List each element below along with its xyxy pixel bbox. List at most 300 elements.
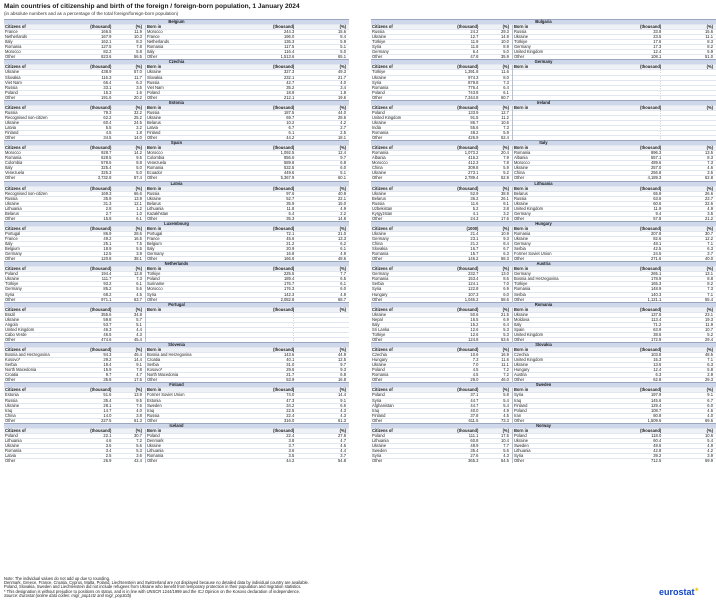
table-cell: 21.4 xyxy=(447,231,482,236)
table-cell: 86.9 xyxy=(80,231,115,236)
table-cell: 8.1 xyxy=(481,201,512,206)
table-cell: Belgium xyxy=(145,242,231,247)
table-cell: Syria xyxy=(371,287,447,292)
table-cell: 66.6 xyxy=(114,191,145,196)
column-header: (%) xyxy=(664,25,716,30)
table-cell: 46.3 xyxy=(80,327,115,332)
table-cell: Türkiye xyxy=(371,332,447,337)
table-cell: 62.2 xyxy=(80,115,115,120)
table-cell: 57.0 xyxy=(114,70,145,75)
table-cell: 7.0 xyxy=(447,363,482,368)
table-cell: Sweden xyxy=(145,403,231,408)
table-cell: Russia xyxy=(4,398,80,403)
table-cell: 57.8 xyxy=(599,216,665,221)
table-cell: 7.2 xyxy=(114,438,145,443)
table-cell: Other xyxy=(371,55,447,60)
table-cell: Russia xyxy=(371,201,447,206)
column-header: Citizens of xyxy=(4,267,80,272)
table-cell: 48.2 xyxy=(447,131,482,136)
table-cell: Lithuania xyxy=(4,206,80,211)
column-header: (%) xyxy=(297,307,349,312)
table-cell: Other xyxy=(4,95,80,100)
table-cell: 2.9 xyxy=(664,373,716,378)
table-cell: 16.9 xyxy=(481,353,512,358)
table-cell: 325.3 xyxy=(80,171,115,176)
table-cell: Other xyxy=(371,136,447,141)
table-cell: 3.8 xyxy=(481,206,512,211)
table-cell: 63.6 xyxy=(599,196,665,201)
table-cell: 227.5 xyxy=(80,418,115,423)
table-cell: 7.8 xyxy=(114,45,145,50)
table-cell: 309.8 xyxy=(447,166,482,171)
table-cell: 111.1 xyxy=(447,433,482,438)
table-cell: 5.8 xyxy=(664,368,716,373)
table-cell: 12.2 xyxy=(664,237,716,242)
table-cell: 38.6 xyxy=(599,332,665,337)
table-cell: Morocco xyxy=(145,151,231,156)
table-cell: 60.8 xyxy=(447,438,482,443)
table-cell: 4.2 xyxy=(297,120,349,125)
table-cell: 7.8 xyxy=(481,161,512,166)
table-cell: 5.4 xyxy=(232,211,298,216)
table-cell: 4.5 xyxy=(114,292,145,297)
table-cell: 12.4 xyxy=(599,368,665,373)
table-cell: 27.8 xyxy=(297,433,349,438)
table-cell: 35.9 xyxy=(80,196,115,201)
table-cell: 7.1 xyxy=(664,358,716,363)
table-cell: Lithuania xyxy=(512,448,598,453)
table-cell: Syria xyxy=(512,454,598,459)
table-cell: 3.9 xyxy=(664,454,716,459)
table-cell: 36.2 xyxy=(447,196,482,201)
table-cell: 6.6 xyxy=(297,403,349,408)
table-cell: Other xyxy=(145,257,231,262)
table-cell: 5.1 xyxy=(297,45,349,50)
table-cell: Russia xyxy=(145,413,231,418)
column-header: (%) xyxy=(114,105,145,110)
table-cell: 142.3 xyxy=(232,292,298,297)
table-cell: 9.3 xyxy=(481,237,512,242)
table-cell: 60.7 xyxy=(481,95,512,100)
table-cell: 50.6 xyxy=(447,312,482,317)
column-header: Born in xyxy=(512,186,598,191)
column-header: (thousand) xyxy=(447,388,482,393)
column-header: (%) xyxy=(297,428,349,433)
table-cell: 18.9 xyxy=(232,90,298,95)
column-header: (%) xyxy=(481,428,512,433)
table-cell: Colombia xyxy=(4,161,80,166)
table-cell: 21.2 xyxy=(232,242,298,247)
table-cell: 4.3 xyxy=(481,454,512,459)
table-cell: 1,073.2 xyxy=(447,151,482,156)
table-cell: 4,189.3 xyxy=(599,176,665,181)
table-cell: 7.3 xyxy=(481,125,512,130)
table-cell: 5.2 xyxy=(481,171,512,176)
table-cell: 22.1 xyxy=(297,196,349,201)
table-cell: Other xyxy=(512,216,598,221)
table-cell: 11.9 xyxy=(664,322,716,327)
table-cell: Germany xyxy=(512,242,598,247)
table-cell: 27.6 xyxy=(447,454,482,459)
table-cell: 93.2 xyxy=(80,282,115,287)
table-cell: Syria xyxy=(512,393,598,398)
table-cell: United Kingdom xyxy=(512,332,598,337)
table-cell: 24.3 xyxy=(447,216,482,221)
table-cell: Other xyxy=(371,257,447,262)
table-cell: 10.9 xyxy=(481,231,512,236)
table-cell: Sri Lanka xyxy=(371,327,447,332)
table-cell: Romania xyxy=(145,45,231,50)
column-header: Citizens of xyxy=(371,65,447,70)
table-cell: 146.2 xyxy=(447,257,482,262)
table-cell: 3.6 xyxy=(232,448,298,453)
column-header: Born in xyxy=(145,307,231,312)
table-cell: Morocco xyxy=(4,151,80,156)
table-cell: 10.3 xyxy=(114,35,145,40)
table-cell: Bosnia and Herzegovina xyxy=(145,353,231,358)
column-header: (thousand) xyxy=(599,146,665,151)
table-cell: 24.5 xyxy=(114,120,145,125)
column-header: (thousand) xyxy=(80,428,115,433)
table-cell: Poland xyxy=(512,408,598,413)
table-cell: 40.0 xyxy=(664,257,716,262)
table-cell: Afghanistan xyxy=(371,403,447,408)
table-cell: Germany xyxy=(145,252,231,257)
column-header: Born in xyxy=(145,25,231,30)
table-cell: 23.1 xyxy=(447,237,482,242)
table-cell: Other xyxy=(512,257,598,262)
table-cell: Ukraine xyxy=(512,363,598,368)
table-cell: Poland xyxy=(4,272,80,277)
table-cell: 5.9 xyxy=(481,131,512,136)
column-header: (thousand) xyxy=(599,25,665,30)
table-cell: Latvia xyxy=(4,125,80,130)
table-cell: 6.7 xyxy=(232,125,298,130)
table-cell: 31.0 xyxy=(232,363,298,368)
table-cell: 18.4 xyxy=(80,363,115,368)
table-cell: Poland xyxy=(371,90,447,95)
table-cell: Romania xyxy=(4,448,80,453)
table-cell: 15.7 xyxy=(447,252,482,257)
table-cell: 7,344.8 xyxy=(447,95,482,100)
table-cell: Ukraine xyxy=(512,201,598,206)
table-cell: (thousand) xyxy=(599,226,665,231)
table-cell: Denmark xyxy=(145,438,231,443)
table-cell: 6.3 xyxy=(114,80,145,85)
table-cell: 232.7 xyxy=(447,272,482,277)
table-cell: Morocco xyxy=(145,287,231,292)
table-cell: 426.9 xyxy=(447,136,482,141)
table-cell: 22.4 xyxy=(232,413,298,418)
table-cell: 6.9 xyxy=(481,317,512,322)
table-cell: 5.3 xyxy=(481,332,512,337)
table-cell: 4.9 xyxy=(297,292,349,297)
table-cell: 14.0 xyxy=(114,136,145,141)
table-cell: 24.5 xyxy=(599,252,665,257)
table-cell: 4.3 xyxy=(297,413,349,418)
table-cell: 51.0 xyxy=(664,55,716,60)
table-cell: Hungary xyxy=(512,368,598,373)
table-cell: China xyxy=(371,166,447,171)
country-name: Finland xyxy=(4,383,349,388)
table-cell: 2.5 xyxy=(80,454,115,459)
country-table xyxy=(371,19,716,463)
table-cell: Kazakhstan xyxy=(145,211,231,216)
table-cell: 11.6 xyxy=(481,70,512,75)
table-cell: 194.4 xyxy=(80,272,115,277)
table-cell: 9.3 xyxy=(297,368,349,373)
table-cell: 29.3 xyxy=(481,30,512,35)
country-table xyxy=(4,19,349,463)
table-cell: 26.6 xyxy=(664,191,716,196)
table-cell: Other xyxy=(371,337,447,342)
column-header: (%) xyxy=(114,186,145,191)
table-cell: : xyxy=(232,317,298,322)
table-cell: 5.6 xyxy=(114,443,145,448)
table-cell: Iran xyxy=(512,413,598,418)
table-cell: 12.7 xyxy=(481,110,512,115)
table-cell: 39.2 xyxy=(599,454,665,459)
table-cell: 6.8 xyxy=(297,373,349,378)
table-cell: 557.1 xyxy=(599,156,665,161)
table-cell: France xyxy=(4,30,80,35)
right-column xyxy=(371,19,716,463)
table-cell: 34.5 xyxy=(80,136,115,141)
table-cell: Other xyxy=(4,378,80,383)
star-icon: ★ xyxy=(694,587,699,593)
table-cell: 52.9 xyxy=(481,176,512,181)
table-cell: 2.5 xyxy=(297,131,349,136)
table-cell: United Kingdom xyxy=(512,50,598,55)
table-cell: Italy xyxy=(4,40,80,45)
table-cell: Other xyxy=(512,55,598,60)
table-cell: 48.1 xyxy=(599,242,665,247)
table-cell: Finland xyxy=(145,131,231,136)
table-cell: 14.2 xyxy=(114,151,145,156)
table-cell: 20.9 xyxy=(232,247,298,252)
table-cell: 971.1 xyxy=(80,297,115,302)
table-cell: 6.0 xyxy=(297,287,349,292)
column-header: Citizens of xyxy=(4,226,80,231)
table-cell: Other xyxy=(512,418,598,423)
column-header: Born in xyxy=(512,146,598,151)
table-cell: Other xyxy=(4,176,80,181)
note-line: Note: The individual values do not add up due to rounding. xyxy=(4,576,110,581)
table-cell: 46.0 xyxy=(481,378,512,383)
table-cell: Other xyxy=(145,459,231,464)
table-cell: 11.2 xyxy=(481,115,512,120)
table-cell: 327.3 xyxy=(232,70,298,75)
table-cell: 7.7 xyxy=(297,272,349,277)
column-header: Citizens of xyxy=(4,428,80,433)
table-cell: 4.5 xyxy=(447,368,482,373)
table-cell: Belgium xyxy=(4,247,80,252)
table-cell: : xyxy=(232,312,298,317)
column-header: Born in xyxy=(145,105,231,110)
table-cell: 4.5 xyxy=(80,131,115,136)
column-header: (%) xyxy=(114,226,145,231)
table-cell: Hungary xyxy=(371,358,447,363)
column-header: Citizens of xyxy=(371,105,447,110)
table-cell: Ukraine xyxy=(371,443,447,448)
table-cell: Other xyxy=(145,95,231,100)
table-cell: 14.0 xyxy=(80,413,115,418)
column-header: (%) xyxy=(114,267,145,272)
table-cell: Other xyxy=(145,378,231,383)
table-cell: 48.5 xyxy=(664,353,716,358)
table-cell: 6.3 xyxy=(664,363,716,368)
table-cell: 44.0 xyxy=(297,110,349,115)
table-cell: France xyxy=(4,237,80,242)
table-cell: 438.9 xyxy=(80,70,115,75)
table-cell: Romania xyxy=(371,373,447,378)
table-cell: : xyxy=(599,125,665,130)
table-cell: 18.1 xyxy=(297,136,349,141)
column-header: Born in xyxy=(512,388,598,393)
table-cell: Serbia xyxy=(145,363,231,368)
table-cell: Latvia xyxy=(145,125,231,130)
table-cell: Syria xyxy=(371,398,447,403)
table-cell: 44.2 xyxy=(232,136,298,141)
table-cell: 271.6 xyxy=(599,257,665,262)
table-cell: 80.8 xyxy=(599,413,665,418)
column-header: (%) xyxy=(297,388,349,393)
table-cell: Portugal xyxy=(4,231,80,236)
table-cell: 52.4 xyxy=(481,136,512,141)
column-header: (%) xyxy=(114,428,145,433)
column-header: Born in xyxy=(512,428,598,433)
column-header: Citizens of xyxy=(4,307,80,312)
table-cell: 12.5 xyxy=(297,358,349,363)
table-cell: Other xyxy=(4,297,80,302)
table-cell: Lithuania xyxy=(145,206,231,211)
column-header: (thousand) xyxy=(232,428,298,433)
table-cell: 54.8 xyxy=(297,459,349,464)
table-cell: 140.3 xyxy=(599,292,665,297)
footnotes xyxy=(4,577,604,598)
table-cell: 2.7 xyxy=(297,125,349,130)
table-cell: Other xyxy=(4,418,80,423)
table-cell: 5.9 xyxy=(481,166,512,171)
table-cell: 4.6 xyxy=(664,166,716,171)
table-cell: 162.1 xyxy=(80,40,115,45)
table-cell: 124.8 xyxy=(447,337,482,342)
column-header: (thousand) xyxy=(80,388,115,393)
country-name: Bulgaria xyxy=(371,20,716,25)
table-cell: Ukraine xyxy=(371,363,447,368)
table-cell: 5.7 xyxy=(114,317,145,322)
table-cell: Slovakia xyxy=(145,75,231,80)
table-cell: Estonia xyxy=(145,398,231,403)
table-cell: 49.2 xyxy=(80,237,115,242)
table-cell: 14.8 xyxy=(297,216,349,221)
table-cell: 11.9 xyxy=(114,30,145,35)
table-cell: 12.1 xyxy=(114,201,145,206)
table-cell: 13.9 xyxy=(114,196,145,201)
table-cell: 628.5 xyxy=(80,156,115,161)
country-name: Netherlands xyxy=(4,262,349,267)
table-cell: Russia xyxy=(145,80,231,85)
table-cell: 6.1 xyxy=(481,90,512,95)
table-cell: 46.5 xyxy=(80,332,115,337)
table-cell: Other xyxy=(371,176,447,181)
table-cell: Netherlands xyxy=(145,40,231,45)
table-cell: 16.5 xyxy=(114,237,145,242)
table-cell: Other xyxy=(512,459,598,464)
table-cell: 6.7 xyxy=(664,398,716,403)
table-cell: Italy xyxy=(145,50,231,55)
table-cell: Romania xyxy=(512,287,598,292)
table-cell: : xyxy=(599,75,665,80)
table-cell: 133.9 xyxy=(447,110,482,115)
table-cell: 5.0 xyxy=(114,171,145,176)
table-cell: 11.6 xyxy=(481,358,512,363)
table-cell: Recognised non-citizen xyxy=(4,115,80,120)
column-header: (%) xyxy=(297,65,349,70)
column-header: (thousand) xyxy=(447,65,482,70)
table-cell: 191.6 xyxy=(80,95,115,100)
table-cell: 20.2 xyxy=(114,95,145,100)
table-cell: Ukraine xyxy=(371,312,447,317)
table-cell: North Macedonia xyxy=(4,368,80,373)
table-cell: Spain xyxy=(512,327,598,332)
table-cell: 9.7 xyxy=(297,363,349,368)
column-header: Born in xyxy=(145,146,231,151)
column-header: (thousand) xyxy=(447,348,482,353)
table-cell: 22.6 xyxy=(664,201,716,206)
table-cell: 22.1 xyxy=(80,433,115,438)
table-cell: 3.6 xyxy=(80,443,115,448)
table-cell: Türkiye xyxy=(4,282,80,287)
table-cell: 256.8 xyxy=(599,171,665,176)
table-cell: 1.8 xyxy=(297,90,349,95)
column-header: (%) xyxy=(297,226,349,231)
table-cell: 85.2 xyxy=(80,287,115,292)
table-cell: Poland xyxy=(371,110,447,115)
table-cell: 2.7 xyxy=(80,211,115,216)
table-cell: 4.7 xyxy=(114,373,145,378)
table-cell: Other xyxy=(512,337,598,342)
table-cell: 26.9 xyxy=(80,459,115,464)
table-cell: 3.5 xyxy=(114,85,145,90)
table-cell: Belarus xyxy=(4,211,80,216)
table-cell: 13.9 xyxy=(114,393,145,398)
table-cell: 1.0 xyxy=(114,211,145,216)
table-cell: 15.6 xyxy=(664,30,716,35)
column-header: (thousand) xyxy=(599,428,665,433)
table-cell: 743.8 xyxy=(447,90,482,95)
table-cell: Russia xyxy=(4,110,80,115)
table-cell: Romania xyxy=(512,151,598,156)
table-cell: 40.0 xyxy=(447,408,482,413)
table-cell: 1,391.8 xyxy=(447,70,482,75)
table-cell: 68.2 xyxy=(80,292,115,297)
table-cell: India xyxy=(371,125,447,130)
table-cell: 19.6 xyxy=(297,95,349,100)
table-cell: Brazil xyxy=(4,312,80,317)
table-cell: 79.3 xyxy=(80,110,115,115)
table-cell: Other xyxy=(145,176,231,181)
table-cell: 4.5 xyxy=(481,413,512,418)
table-cell: 116.4 xyxy=(232,50,298,55)
table-cell: 712.5 xyxy=(599,459,665,464)
table-cell: 5.6 xyxy=(114,287,145,292)
table-cell: 61.3 xyxy=(114,418,145,423)
table-cell: 16.8 xyxy=(297,378,349,383)
table-cell: 62.8 xyxy=(664,176,716,181)
table-cell: Other xyxy=(145,136,231,141)
table-cell: 29.4 xyxy=(664,337,716,342)
